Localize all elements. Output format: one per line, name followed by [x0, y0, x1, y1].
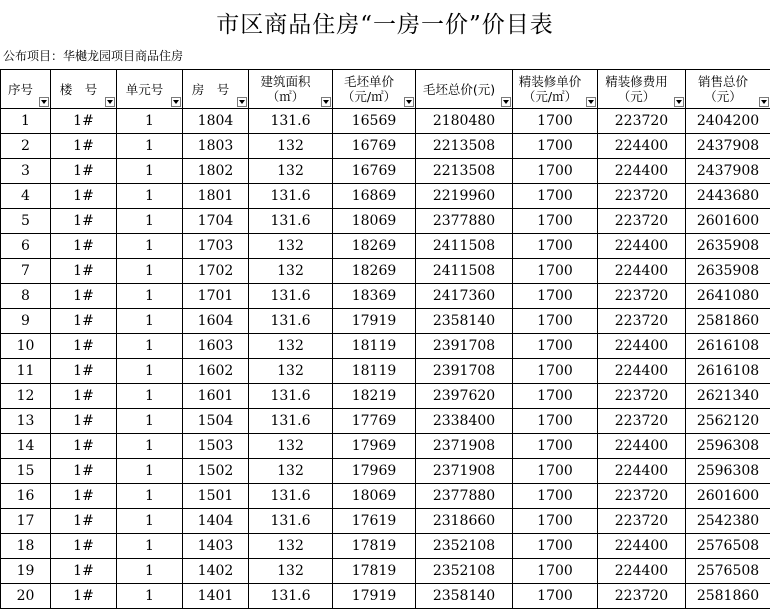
cell-col-deco-unit-price[interactable]: 1700 [513, 209, 598, 234]
cell-col-sale-total[interactable]: 2621340 [686, 384, 770, 409]
cell-col-deco-fee[interactable]: 224400 [598, 259, 686, 284]
cell-col-deco-unit-price[interactable]: 1700 [513, 234, 598, 259]
cell-col-raw-unit-price[interactable]: 18369 [333, 284, 416, 309]
cell-col-unit[interactable]: 1 [117, 359, 183, 384]
cell-col-deco-unit-price[interactable]: 1700 [513, 359, 598, 384]
cell-col-raw-unit-price[interactable]: 17969 [333, 459, 416, 484]
cell-col-serial[interactable]: 6 [1, 234, 51, 259]
cell-col-area[interactable]: 132 [249, 134, 333, 159]
cell-col-unit[interactable]: 1 [117, 209, 183, 234]
cell-col-sale-total[interactable]: 2596308 [686, 459, 770, 484]
cell-col-deco-unit-price[interactable]: 1700 [513, 409, 598, 434]
cell-col-area[interactable]: 131.6 [249, 509, 333, 534]
cell-col-raw-total[interactable]: 2358140 [416, 584, 513, 609]
header-label [1, 82, 50, 97]
cell-col-unit[interactable]: 1 [117, 409, 183, 434]
cell-col-building[interactable]: 1# [51, 259, 117, 284]
cell-col-deco-unit-price[interactable]: 1700 [513, 134, 598, 159]
header-label [117, 82, 182, 97]
cell-col-area[interactable]: 132 [249, 434, 333, 459]
cell-col-area[interactable]: 132 [249, 359, 333, 384]
cell-col-deco-unit-price[interactable]: 1700 [513, 284, 598, 309]
cell-col-building[interactable]: 1# [51, 584, 117, 609]
cell-col-room[interactable]: 1703 [183, 234, 249, 259]
table-row [1, 259, 770, 284]
table-row [1, 234, 770, 259]
table-row [1, 359, 770, 384]
cell-col-raw-total[interactable]: 2371908 [416, 434, 513, 459]
cell-col-deco-unit-price[interactable]: 1700 [513, 584, 598, 609]
table-row [1, 184, 770, 209]
header-col-building [51, 70, 117, 109]
cell-col-building[interactable]: 1# [51, 384, 117, 409]
cell-col-deco-unit-price[interactable]: 1700 [513, 259, 598, 284]
cell-col-raw-unit-price[interactable]: 16569 [333, 109, 416, 134]
filter-dropdown-icon[interactable] [105, 97, 115, 107]
cell-col-building[interactable]: 1# [51, 534, 117, 559]
cell-col-sale-total[interactable]: 2404200 [686, 109, 770, 134]
header-label-line1: 精装修费用 [605, 74, 668, 89]
filter-dropdown-icon[interactable] [321, 97, 331, 107]
header-label-line2: （元/㎡） [342, 89, 396, 104]
cell-col-raw-unit-price[interactable]: 18069 [333, 209, 416, 234]
filter-dropdown-icon[interactable] [586, 97, 596, 107]
table-row [1, 584, 770, 609]
filter-dropdown-icon[interactable] [674, 97, 684, 107]
cell-col-raw-unit-price[interactable]: 16769 [333, 134, 416, 159]
cell-col-raw-total[interactable]: 2377880 [416, 209, 513, 234]
cell-col-sale-total[interactable]: 2635908 [686, 259, 770, 284]
cell-col-deco-fee[interactable]: 224400 [598, 459, 686, 484]
filter-dropdown-icon[interactable] [171, 97, 181, 107]
cell-col-raw-unit-price[interactable]: 17969 [333, 434, 416, 459]
cell-col-sale-total[interactable]: 2562120 [686, 409, 770, 434]
header-label-line2: （元） [704, 89, 742, 104]
cell-col-building[interactable]: 1# [51, 284, 117, 309]
cell-col-unit[interactable]: 1 [117, 459, 183, 484]
header-label-line1: 精装修单价 [519, 74, 582, 89]
table-row [1, 309, 770, 334]
cell-col-deco-unit-price[interactable]: 1700 [513, 184, 598, 209]
header-label [598, 74, 685, 104]
cell-col-deco-fee[interactable]: 224400 [598, 234, 686, 259]
cell-col-sale-total[interactable]: 2581860 [686, 584, 770, 609]
header-label-line1: 序号 [8, 82, 33, 97]
cell-col-building[interactable]: 1# [51, 334, 117, 359]
cell-col-unit[interactable]: 1 [117, 259, 183, 284]
cell-col-room[interactable]: 1704 [183, 209, 249, 234]
filter-dropdown-icon[interactable] [404, 97, 414, 107]
header-label-line1: 单元号 [126, 82, 164, 97]
table-row [1, 534, 770, 559]
cell-col-raw-unit-price[interactable]: 18069 [333, 484, 416, 509]
cell-col-building[interactable]: 1# [51, 359, 117, 384]
cell-col-unit[interactable]: 1 [117, 434, 183, 459]
cell-col-building[interactable]: 1# [51, 234, 117, 259]
cell-col-serial[interactable]: 1 [1, 109, 51, 134]
header-label-line2: （元） [618, 89, 656, 104]
cell-col-deco-unit-price[interactable]: 1700 [513, 509, 598, 534]
cell-col-room[interactable]: 1602 [183, 359, 249, 384]
cell-col-raw-total[interactable]: 2318660 [416, 509, 513, 534]
cell-col-raw-total[interactable]: 2352108 [416, 534, 513, 559]
cell-col-raw-unit-price[interactable]: 16869 [333, 184, 416, 209]
header-col-deco-fee [598, 70, 686, 109]
cell-col-area[interactable]: 131.6 [249, 584, 333, 609]
cell-col-raw-total[interactable]: 2411508 [416, 259, 513, 284]
cell-col-serial[interactable]: 7 [1, 259, 51, 284]
header-col-area [249, 70, 333, 109]
cell-col-unit[interactable]: 1 [117, 284, 183, 309]
cell-col-room[interactable]: 1402 [183, 559, 249, 584]
cell-col-area[interactable]: 131.6 [249, 284, 333, 309]
cell-col-raw-total[interactable]: 2417360 [416, 284, 513, 309]
cell-col-deco-unit-price[interactable]: 1700 [513, 309, 598, 334]
header-row [1, 70, 770, 109]
price-table [0, 69, 770, 609]
cell-col-deco-fee[interactable]: 223720 [598, 109, 686, 134]
table-body [1, 109, 770, 609]
table-row [1, 159, 770, 184]
cell-col-raw-total[interactable]: 2219960 [416, 184, 513, 209]
cell-col-area[interactable]: 132 [249, 559, 333, 584]
cell-col-room[interactable]: 1401 [183, 584, 249, 609]
cell-col-room[interactable]: 1604 [183, 309, 249, 334]
cell-col-room[interactable]: 1803 [183, 134, 249, 159]
cell-col-building[interactable]: 1# [51, 459, 117, 484]
cell-col-raw-total[interactable]: 2391708 [416, 334, 513, 359]
cell-col-room[interactable]: 1503 [183, 434, 249, 459]
cell-col-serial[interactable]: 9 [1, 309, 51, 334]
header-label [686, 74, 770, 104]
header-label [51, 82, 116, 97]
header-col-unit [117, 70, 183, 109]
cell-col-serial[interactable]: 15 [1, 459, 51, 484]
cell-col-raw-unit-price[interactable]: 17619 [333, 509, 416, 534]
cell-col-building[interactable]: 1# [51, 209, 117, 234]
filter-dropdown-icon[interactable] [501, 97, 511, 107]
cell-col-raw-total[interactable]: 2180480 [416, 109, 513, 134]
table-row [1, 509, 770, 534]
header-label [333, 74, 415, 104]
cell-col-area[interactable]: 132 [249, 459, 333, 484]
cell-col-unit[interactable]: 1 [117, 159, 183, 184]
header-label-line2: （元/㎡） [523, 89, 577, 104]
header-col-serial [1, 70, 51, 109]
cell-col-area[interactable]: 131.6 [249, 484, 333, 509]
cell-col-raw-total[interactable]: 2391708 [416, 359, 513, 384]
cell-col-room[interactable]: 1501 [183, 484, 249, 509]
table-row [1, 559, 770, 584]
cell-col-serial[interactable]: 13 [1, 409, 51, 434]
cell-col-raw-total[interactable]: 2338400 [416, 409, 513, 434]
table-row [1, 209, 770, 234]
cell-col-area[interactable]: 131.6 [249, 309, 333, 334]
table-row [1, 459, 770, 484]
header-label-line1: 房 号 [192, 82, 230, 97]
header-label-line1: 楼 号 [60, 82, 98, 97]
cell-col-raw-total[interactable]: 2377880 [416, 484, 513, 509]
cell-col-deco-fee[interactable]: 223720 [598, 384, 686, 409]
cell-col-sale-total[interactable]: 2437908 [686, 134, 770, 159]
cell-col-room[interactable]: 1504 [183, 409, 249, 434]
cell-col-deco-unit-price[interactable]: 1700 [513, 159, 598, 184]
cell-col-serial[interactable]: 5 [1, 209, 51, 234]
header-label-line1: 销售总价 [698, 74, 748, 89]
cell-col-sale-total[interactable]: 2437908 [686, 159, 770, 184]
cell-col-unit[interactable]: 1 [117, 384, 183, 409]
cell-col-sale-total[interactable]: 2616108 [686, 359, 770, 384]
page-title: 市区商品住房“一房一价”价目表 [0, 0, 770, 44]
cell-col-deco-unit-price[interactable]: 1700 [513, 559, 598, 584]
cell-col-building[interactable]: 1# [51, 134, 117, 159]
cell-col-raw-unit-price[interactable]: 18219 [333, 384, 416, 409]
cell-col-building[interactable]: 1# [51, 559, 117, 584]
cell-col-deco-fee[interactable]: 223720 [598, 409, 686, 434]
cell-col-serial[interactable]: 16 [1, 484, 51, 509]
header-label-line1: 建筑面积 [260, 74, 310, 89]
cell-col-area[interactable]: 131.6 [249, 209, 333, 234]
project-subtitle: 公布项目：华樾龙园项目商品住房 [3, 46, 183, 66]
cell-col-raw-total[interactable]: 2213508 [416, 159, 513, 184]
cell-col-room[interactable]: 1601 [183, 384, 249, 409]
cell-col-raw-unit-price[interactable]: 17919 [333, 309, 416, 334]
cell-col-sale-total[interactable]: 2601600 [686, 209, 770, 234]
cell-col-sale-total[interactable]: 2542380 [686, 509, 770, 534]
cell-col-serial[interactable]: 17 [1, 509, 51, 534]
cell-col-deco-fee[interactable]: 223720 [598, 309, 686, 334]
cell-col-sale-total[interactable]: 2596308 [686, 434, 770, 459]
header-label [183, 82, 248, 97]
cell-col-raw-unit-price[interactable]: 17819 [333, 534, 416, 559]
cell-col-unit[interactable]: 1 [117, 134, 183, 159]
cell-col-unit[interactable]: 1 [117, 484, 183, 509]
cell-col-deco-fee[interactable]: 224400 [598, 359, 686, 384]
cell-col-raw-total[interactable]: 2397620 [416, 384, 513, 409]
cell-col-raw-unit-price[interactable]: 18269 [333, 259, 416, 284]
filter-dropdown-icon[interactable] [237, 97, 247, 107]
cell-col-raw-total[interactable]: 2371908 [416, 459, 513, 484]
cell-col-serial[interactable]: 12 [1, 384, 51, 409]
cell-col-serial[interactable]: 8 [1, 284, 51, 309]
cell-col-sale-total[interactable]: 2581860 [686, 309, 770, 334]
header-label-line1: 毛坯单价 [344, 74, 394, 89]
cell-col-room[interactable]: 1702 [183, 259, 249, 284]
cell-col-deco-unit-price[interactable]: 1700 [513, 109, 598, 134]
cell-col-area[interactable]: 131.6 [249, 409, 333, 434]
cell-col-area[interactable]: 131.6 [249, 184, 333, 209]
cell-col-unit[interactable]: 1 [117, 584, 183, 609]
cell-col-room[interactable]: 1502 [183, 459, 249, 484]
cell-col-sale-total[interactable]: 2635908 [686, 234, 770, 259]
cell-col-building[interactable]: 1# [51, 484, 117, 509]
cell-col-area[interactable]: 131.6 [249, 384, 333, 409]
cell-col-raw-unit-price[interactable]: 18119 [333, 359, 416, 384]
cell-col-raw-unit-price[interactable]: 17769 [333, 409, 416, 434]
filter-dropdown-icon[interactable] [759, 97, 769, 107]
cell-col-room[interactable]: 1404 [183, 509, 249, 534]
cell-col-building[interactable]: 1# [51, 434, 117, 459]
cell-col-unit[interactable]: 1 [117, 559, 183, 584]
cell-col-deco-fee[interactable]: 224400 [598, 159, 686, 184]
header-label [513, 74, 597, 104]
table-row [1, 434, 770, 459]
cell-col-sale-total[interactable]: 2443680 [686, 184, 770, 209]
cell-col-room[interactable]: 1804 [183, 109, 249, 134]
cell-col-deco-fee[interactable]: 223720 [598, 584, 686, 609]
cell-col-serial[interactable]: 18 [1, 534, 51, 559]
cell-col-raw-unit-price[interactable]: 17819 [333, 559, 416, 584]
cell-col-sale-total[interactable]: 2641080 [686, 284, 770, 309]
cell-col-area[interactable]: 132 [249, 234, 333, 259]
table-row [1, 109, 770, 134]
cell-col-raw-unit-price[interactable]: 16769 [333, 159, 416, 184]
cell-col-deco-fee[interactable]: 224400 [598, 334, 686, 359]
cell-col-deco-unit-price[interactable]: 1700 [513, 334, 598, 359]
cell-col-serial[interactable]: 2 [1, 134, 51, 159]
cell-col-room[interactable]: 1802 [183, 159, 249, 184]
cell-col-deco-fee[interactable]: 223720 [598, 484, 686, 509]
cell-col-room[interactable]: 1403 [183, 534, 249, 559]
cell-col-serial[interactable]: 4 [1, 184, 51, 209]
cell-col-area[interactable]: 132 [249, 159, 333, 184]
cell-col-building[interactable]: 1# [51, 109, 117, 134]
cell-col-building[interactable]: 1# [51, 159, 117, 184]
cell-col-raw-unit-price[interactable]: 18269 [333, 234, 416, 259]
header-col-raw-unit-price [333, 70, 416, 109]
cell-col-deco-fee[interactable]: 223720 [598, 184, 686, 209]
cell-col-serial[interactable]: 20 [1, 584, 51, 609]
cell-col-serial[interactable]: 10 [1, 334, 51, 359]
table-row [1, 484, 770, 509]
cell-col-deco-unit-price[interactable]: 1700 [513, 459, 598, 484]
table-row [1, 134, 770, 159]
cell-col-raw-total[interactable]: 2213508 [416, 134, 513, 159]
cell-col-unit[interactable]: 1 [117, 534, 183, 559]
cell-col-building[interactable]: 1# [51, 184, 117, 209]
cell-col-deco-fee[interactable]: 224400 [598, 534, 686, 559]
cell-col-deco-unit-price[interactable]: 1700 [513, 434, 598, 459]
header-label-line2: （㎡） [267, 89, 305, 104]
header-col-deco-unit-price [513, 70, 598, 109]
cell-col-deco-unit-price[interactable]: 1700 [513, 534, 598, 559]
cell-col-serial[interactable]: 11 [1, 359, 51, 384]
cell-col-serial[interactable]: 3 [1, 159, 51, 184]
cell-col-unit[interactable]: 1 [117, 309, 183, 334]
cell-col-sale-total[interactable]: 2616108 [686, 334, 770, 359]
cell-col-deco-fee[interactable]: 223720 [598, 284, 686, 309]
cell-col-area[interactable]: 131.6 [249, 109, 333, 134]
table-row [1, 284, 770, 309]
header-label-line1: 毛坯总价(元) [423, 82, 495, 97]
cell-col-deco-unit-price[interactable]: 1700 [513, 384, 598, 409]
cell-col-raw-total[interactable]: 2411508 [416, 234, 513, 259]
cell-col-building[interactable]: 1# [51, 309, 117, 334]
cell-col-area[interactable]: 132 [249, 334, 333, 359]
filter-dropdown-icon[interactable] [39, 97, 49, 107]
cell-col-unit[interactable]: 1 [117, 234, 183, 259]
cell-col-raw-unit-price[interactable]: 18119 [333, 334, 416, 359]
cell-col-deco-unit-price[interactable]: 1700 [513, 484, 598, 509]
header-col-raw-total [416, 70, 513, 109]
table-row [1, 334, 770, 359]
cell-col-raw-unit-price[interactable]: 17919 [333, 584, 416, 609]
cell-col-deco-fee[interactable]: 224400 [598, 134, 686, 159]
cell-col-room[interactable]: 1801 [183, 184, 249, 209]
header-label [416, 82, 512, 97]
cell-col-sale-total[interactable]: 2601600 [686, 484, 770, 509]
cell-col-deco-fee[interactable]: 224400 [598, 434, 686, 459]
cell-col-building[interactable]: 1# [51, 509, 117, 534]
header-col-room [183, 70, 249, 109]
table-row [1, 409, 770, 434]
cell-col-serial[interactable]: 19 [1, 559, 51, 584]
cell-col-building[interactable]: 1# [51, 409, 117, 434]
cell-col-unit[interactable]: 1 [117, 334, 183, 359]
cell-col-raw-total[interactable]: 2358140 [416, 309, 513, 334]
cell-col-unit[interactable]: 1 [117, 509, 183, 534]
header-label [249, 74, 332, 104]
table-row [1, 384, 770, 409]
cell-col-room[interactable]: 1701 [183, 284, 249, 309]
cell-col-deco-fee[interactable]: 224400 [598, 559, 686, 584]
cell-col-area[interactable]: 132 [249, 534, 333, 559]
cell-col-serial[interactable]: 14 [1, 434, 51, 459]
cell-col-deco-fee[interactable]: 223720 [598, 209, 686, 234]
header-col-sale-total [686, 70, 770, 109]
cell-col-deco-fee[interactable]: 223720 [598, 509, 686, 534]
cell-col-sale-total[interactable]: 2576508 [686, 559, 770, 584]
cell-col-unit[interactable]: 1 [117, 184, 183, 209]
cell-col-room[interactable]: 1603 [183, 334, 249, 359]
cell-col-raw-total[interactable]: 2352108 [416, 559, 513, 584]
cell-col-unit[interactable]: 1 [117, 109, 183, 134]
cell-col-sale-total[interactable]: 2576508 [686, 534, 770, 559]
cell-col-area[interactable]: 132 [249, 259, 333, 284]
